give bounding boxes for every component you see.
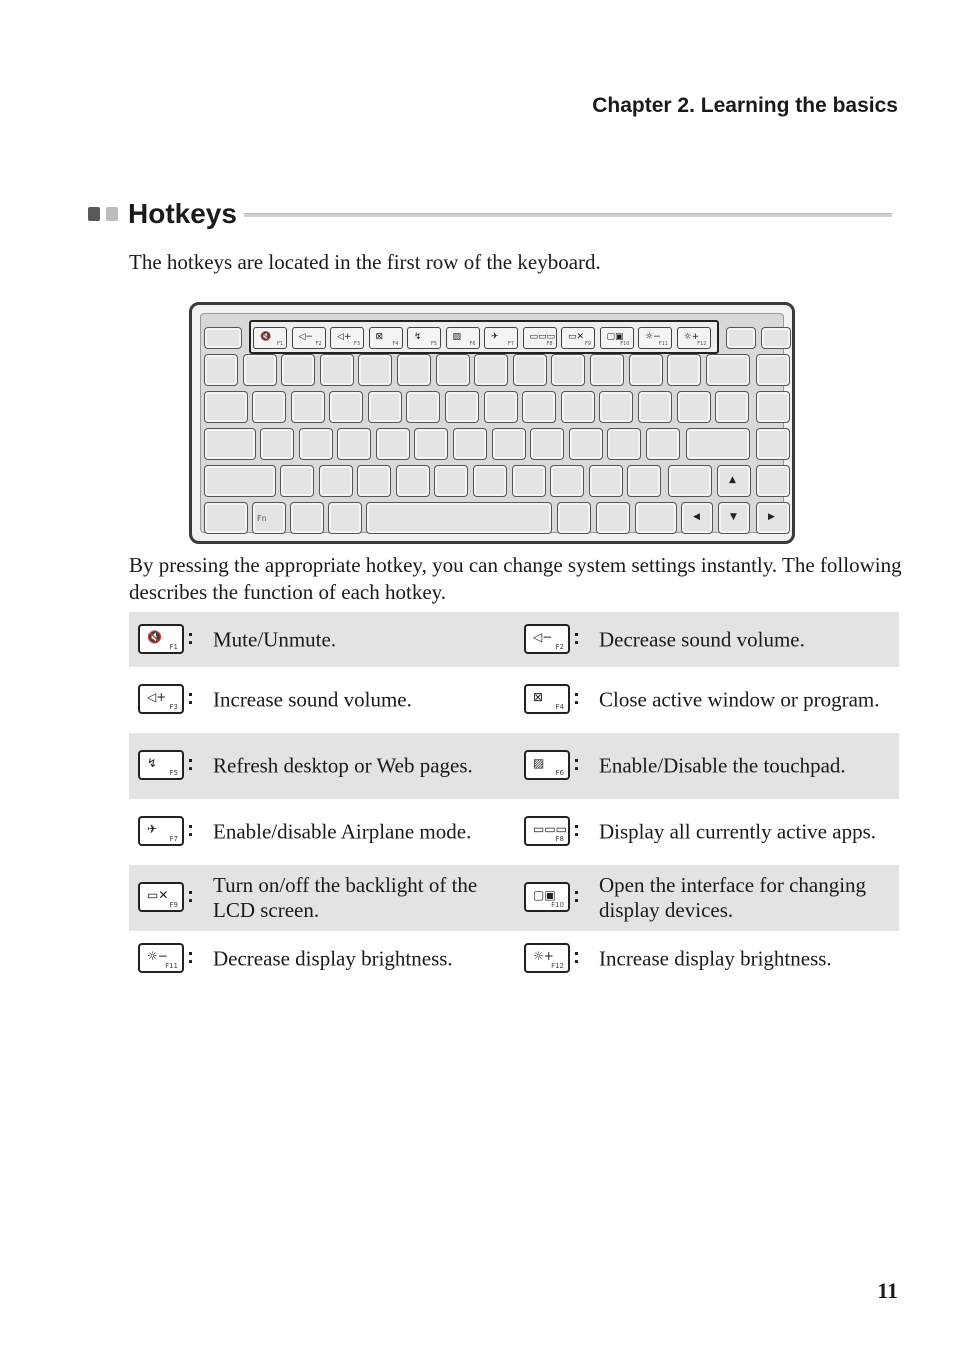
keyboard-key	[281, 354, 315, 386]
keyboard-key	[686, 428, 750, 460]
keyboard-key	[436, 354, 470, 386]
keyboard-f-key	[484, 327, 518, 349]
hotkey-description: Refresh desktop or Web pages.	[213, 753, 473, 778]
hotkey-key-icon	[138, 816, 184, 846]
keyboard-key	[668, 465, 712, 497]
keyboard-key	[252, 391, 286, 423]
hotkey-colon: :	[187, 944, 194, 968]
hotkey-glyph-icon: 🔇	[147, 629, 162, 644]
keyboard-f-key	[561, 327, 595, 349]
hotkey-description: Decrease display brightness.	[213, 946, 453, 970]
hotkey-glyph-icon: ☼−	[147, 948, 168, 963]
keyboard-f-key	[369, 327, 403, 349]
keyboard-key	[596, 502, 630, 534]
keyboard-key	[756, 465, 790, 497]
keyboard-key	[761, 327, 791, 349]
keyboard-key	[513, 354, 547, 386]
hotkey-colon: :	[573, 686, 580, 709]
keyboard-key	[638, 391, 672, 423]
f-key-glyph: 🔇	[260, 332, 272, 342]
keyboard-key	[473, 465, 507, 497]
heading-bullet-dark	[88, 207, 100, 221]
keyboard-key	[551, 354, 585, 386]
keyboard-key	[522, 391, 556, 423]
keyboard-f-key	[292, 327, 326, 349]
hotkey-key-label: F3	[169, 703, 178, 711]
keyboard-f-key	[677, 327, 711, 349]
hotkey-entry	[129, 612, 515, 667]
keyboard-key	[550, 465, 584, 497]
f-key-label: F2	[315, 341, 322, 347]
keyboard-key	[329, 391, 363, 423]
arrow-up-icon: ▲	[729, 475, 736, 485]
hotkey-colon: :	[187, 752, 194, 775]
hotkey-key-icon	[524, 684, 570, 714]
f-key-glyph: ▭▭▭	[529, 332, 556, 342]
keyboard-f-key	[253, 327, 287, 349]
chapter-header: Chapter 2. Learning the basics	[592, 94, 898, 117]
hotkey-key-label: F8	[555, 835, 564, 843]
keyboard-key	[677, 391, 711, 423]
keyboard-illustration	[189, 302, 795, 544]
keyboard-key	[474, 354, 508, 386]
hotkey-entry	[515, 733, 899, 799]
hotkey-glyph-icon: ▭▭▭	[533, 822, 568, 836]
section-title: Hotkeys	[128, 198, 237, 229]
hotkey-table-row	[129, 865, 899, 931]
hotkey-key-icon	[138, 624, 184, 654]
hotkey-colon: :	[187, 625, 194, 649]
keyboard-key	[530, 428, 564, 460]
keyboard-f-key	[523, 327, 557, 349]
keyboard-key	[368, 391, 402, 423]
keyboard-key	[569, 428, 603, 460]
hotkey-entry	[515, 865, 899, 931]
keyboard-key-right	[756, 502, 790, 534]
keyboard-key	[358, 354, 392, 386]
keyboard-key	[204, 327, 242, 349]
hotkey-glyph-icon: ↯	[147, 756, 158, 770]
keyboard-key	[204, 465, 276, 497]
keyboard-key	[291, 391, 325, 423]
keyboard-key	[299, 428, 333, 460]
hotkey-colon: :	[187, 818, 194, 841]
hotkey-key-icon	[524, 750, 570, 780]
keyboard-key	[557, 502, 591, 534]
hotkey-key-label: F6	[555, 769, 564, 777]
hotkey-colon: :	[573, 625, 580, 649]
fn-key-label: Fn	[257, 514, 267, 523]
hotkey-colon: :	[573, 944, 580, 968]
hotkey-colon: :	[573, 884, 580, 907]
keyboard-key	[599, 391, 633, 423]
keyboard-key	[376, 428, 410, 460]
keyboard-key-fn	[252, 502, 286, 534]
keyboard-key-up	[717, 465, 751, 497]
keyboard-key	[260, 428, 294, 460]
hotkey-glyph-icon: ▭✕	[147, 888, 169, 902]
hotkey-key-label: F5	[169, 769, 178, 777]
f-key-glyph: ▢▣	[606, 332, 624, 342]
hotkey-table-row	[129, 733, 899, 799]
hotkey-glyph-icon: ◁+	[147, 690, 167, 704]
hotkey-colon: :	[573, 752, 580, 775]
keyboard-f-key	[446, 327, 480, 349]
keyboard-key	[629, 354, 663, 386]
keyboard-key	[357, 465, 391, 497]
hotkey-glyph-icon: ◁−	[533, 629, 553, 644]
keyboard-key	[397, 354, 431, 386]
hotkey-key-label: F9	[169, 901, 178, 909]
f-key-glyph: ✈	[491, 332, 499, 342]
intro-text: The hotkeys are located in the first row of the keyboard.	[129, 250, 601, 274]
hotkey-key-icon	[524, 943, 570, 973]
hotkey-table-row	[129, 612, 899, 667]
keyboard-key	[607, 428, 641, 460]
f-key-label: F1	[276, 341, 283, 347]
keyboard-f-key	[638, 327, 672, 349]
keyboard-key	[328, 502, 362, 534]
keyboard-key	[204, 502, 248, 534]
keyboard-key	[512, 465, 546, 497]
f-key-glyph: ◁−	[298, 332, 313, 342]
keyboard-f-key	[330, 327, 364, 349]
hotkey-description: Enable/Disable the touchpad.	[599, 753, 846, 778]
f-key-label: F12	[697, 341, 707, 347]
f-key-glyph: ▭✕	[568, 332, 585, 342]
hotkey-table-row	[129, 931, 899, 986]
keyboard-key	[726, 327, 756, 349]
keyboard-key	[646, 428, 680, 460]
keyboard-key	[756, 428, 790, 460]
hotkey-entry	[515, 799, 899, 865]
keyboard-key	[589, 465, 623, 497]
keyboard-key	[337, 428, 371, 460]
heading-bullet-light	[106, 207, 118, 221]
hotkey-table-row	[129, 667, 899, 733]
f-key-label: F3	[353, 341, 360, 347]
f-key-glyph: ↯	[414, 332, 422, 342]
keyboard-key	[706, 354, 750, 386]
hotkey-glyph-icon: ▨	[533, 756, 545, 770]
hotkey-colon: :	[187, 884, 194, 907]
hotkey-table-row	[129, 799, 899, 865]
keyboard-key	[319, 465, 353, 497]
hotkey-colon: :	[187, 686, 194, 709]
keyboard-key	[453, 428, 487, 460]
f-key-glyph: ☼−	[645, 332, 661, 342]
keyboard-key-down	[718, 502, 750, 534]
hotkey-description: Decrease sound volume.	[599, 627, 805, 651]
hotkey-key-label: F1	[169, 642, 178, 651]
keyboard-key	[243, 354, 277, 386]
keyboard-key	[590, 354, 624, 386]
section-heading	[88, 196, 892, 232]
arrow-right-icon: ▶	[768, 512, 775, 522]
keyboard-key	[445, 391, 479, 423]
keyboard-key-left	[681, 502, 713, 534]
f-key-label: F10	[620, 341, 630, 347]
keyboard-key-space	[366, 502, 552, 534]
hotkey-key-icon	[138, 684, 184, 714]
keyboard-f-key	[407, 327, 441, 349]
hotkey-description: Turn on/off the backlight of the LCD screen.	[213, 873, 478, 922]
hotkey-entry	[129, 931, 515, 986]
hotkey-entry	[129, 733, 515, 799]
hotkey-entry	[129, 667, 515, 733]
hotkey-key-icon	[138, 943, 184, 973]
f-key-label: F9	[584, 341, 591, 347]
description-paragraph: By pressing the appropriate hotkey, you can change system settings instantly. The following describes the function of each hotkey.	[129, 553, 902, 604]
keyboard-key	[414, 428, 448, 460]
keyboard-key	[627, 465, 661, 497]
keyboard-key	[756, 391, 790, 423]
keyboard-key	[635, 502, 677, 534]
hotkey-glyph-icon: ▢▣	[533, 888, 556, 902]
hotkey-key-label: F11	[165, 961, 178, 970]
hotkey-description: Increase sound volume.	[213, 687, 412, 712]
f-key-label: F8	[546, 341, 553, 347]
hotkey-description: Open the interface for changing display devices.	[599, 873, 867, 922]
f-key-label: F4	[392, 341, 399, 347]
keyboard-key	[715, 391, 749, 423]
keyboard-key	[204, 428, 256, 460]
arrow-down-icon: ▼	[730, 512, 737, 522]
hotkey-colon: :	[573, 818, 580, 841]
keyboard-key	[484, 391, 518, 423]
hotkey-description: Close active window or program.	[599, 687, 880, 712]
keyboard-key-area	[200, 313, 784, 533]
keyboard-key	[204, 391, 248, 423]
f-key-glyph: ▨	[452, 332, 462, 342]
keyboard-key	[290, 502, 324, 534]
hotkey-description: Display all currently active apps.	[599, 819, 876, 844]
f-key-label: F6	[469, 341, 476, 347]
keyboard-key	[320, 354, 354, 386]
arrow-left-icon: ◀	[693, 512, 700, 522]
hotkey-key-icon	[524, 816, 570, 846]
keyboard-f-key	[600, 327, 634, 349]
keyboard-key	[492, 428, 526, 460]
keyboard-key	[667, 354, 701, 386]
hotkey-entry	[515, 931, 899, 986]
hotkey-description: Increase display brightness.	[599, 946, 832, 970]
f-key-glyph: ☼+	[683, 332, 700, 342]
hotkey-glyph-icon: ✈	[147, 822, 158, 836]
f-key-label: F7	[507, 341, 514, 347]
keyboard-key	[204, 354, 238, 386]
hotkey-key-icon	[524, 882, 570, 912]
hotkey-table	[129, 612, 899, 986]
keyboard-key	[406, 391, 440, 423]
keyboard-key	[396, 465, 430, 497]
keyboard-key	[280, 465, 314, 497]
hotkey-key-label: F12	[551, 961, 564, 970]
hotkey-entry	[515, 612, 899, 667]
hotkey-key-icon	[138, 882, 184, 912]
hotkey-entry	[129, 865, 515, 931]
hotkey-key-icon	[138, 750, 184, 780]
hotkey-description: Mute/Unmute.	[213, 627, 337, 651]
hotkey-key-label: F7	[169, 835, 178, 843]
keyboard-key	[756, 354, 790, 386]
hotkey-description: Enable/disable Airplane mode.	[213, 819, 472, 844]
hotkey-glyph-icon: ⊠	[533, 690, 544, 704]
f-key-label: F11	[658, 341, 668, 347]
keyboard-key	[434, 465, 468, 497]
hotkey-entry	[515, 667, 899, 733]
hotkey-glyph-icon: ☼+	[533, 948, 554, 963]
f-key-glyph: ◁+	[337, 332, 352, 342]
heading-rule	[244, 213, 892, 217]
hotkey-entry	[129, 799, 515, 865]
keyboard-key	[561, 391, 595, 423]
hotkey-key-label: F10	[551, 901, 564, 909]
hotkey-key-label: F4	[555, 703, 564, 711]
f-key-glyph: ⊠	[375, 332, 384, 342]
hotkey-key-label: F2	[555, 642, 564, 651]
f-key-label: F5	[430, 341, 437, 347]
hotkey-key-icon	[524, 624, 570, 654]
page-number: 11	[877, 1278, 898, 1303]
